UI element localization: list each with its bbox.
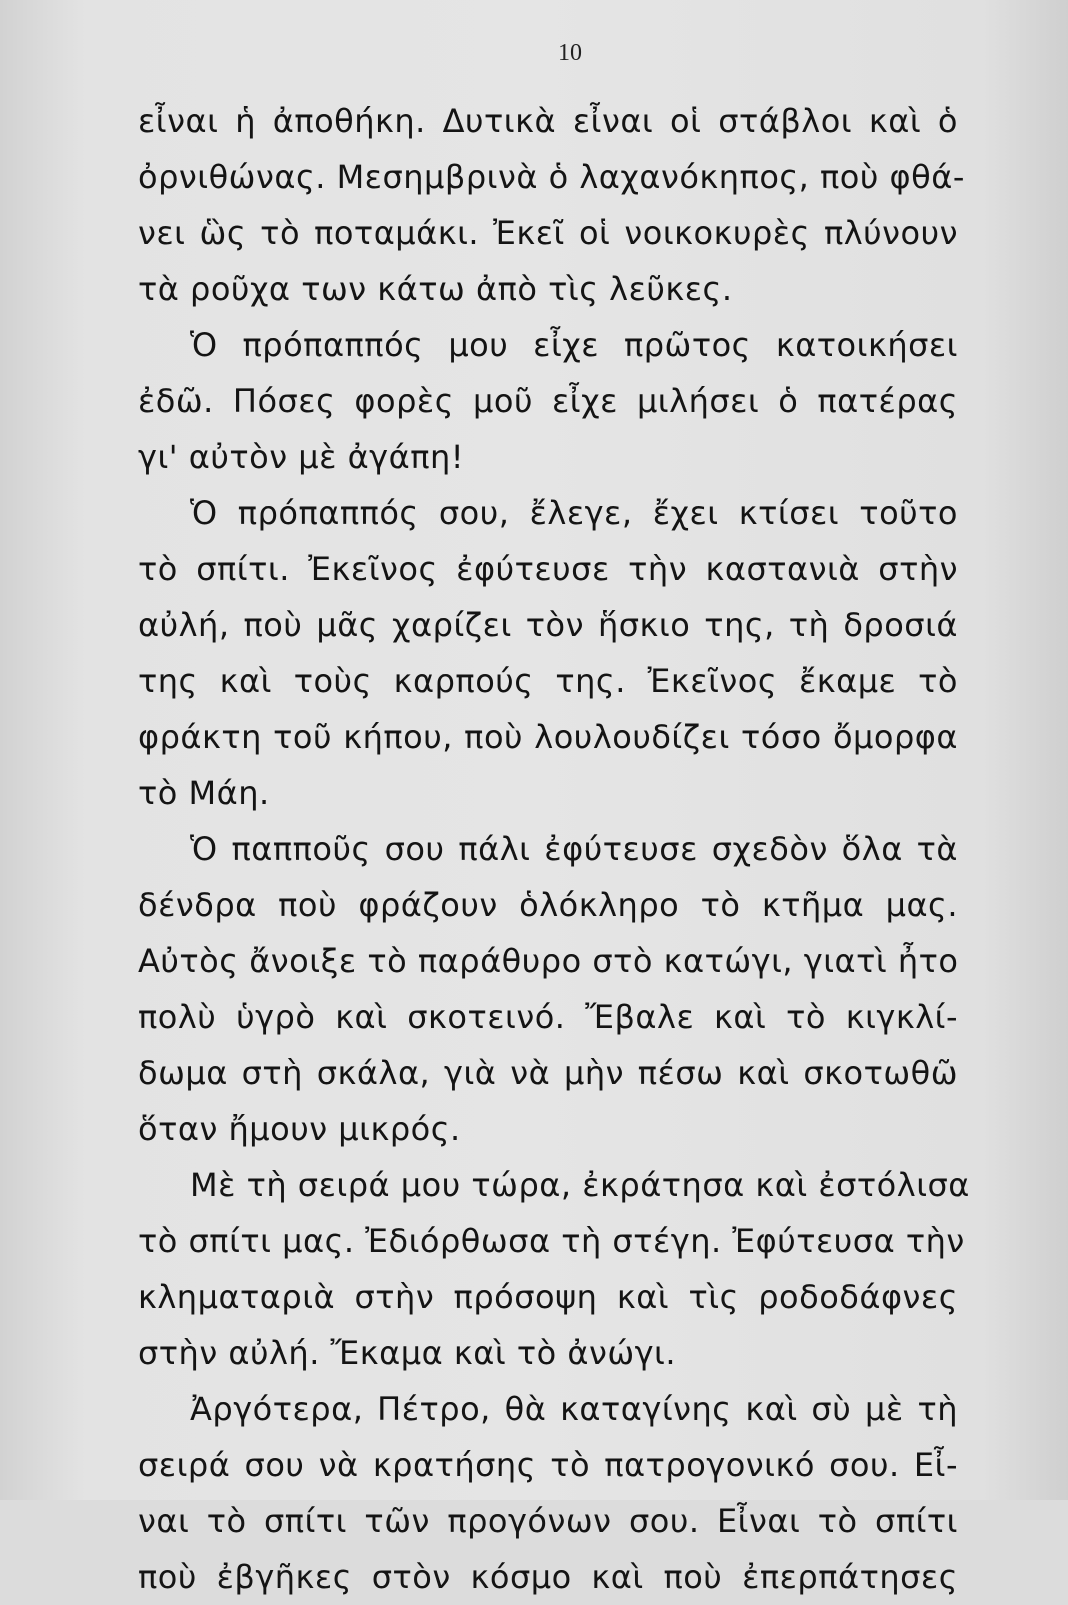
text-line: κληματαριὰ στὴν πρόσοψη καὶ τὶς ροδοδάφνες [138,1278,958,1316]
text-line: Μὲ τὴ σειρά μου τώρα, ἐκράτησα καὶ ἐστόλισα [190,1166,970,1204]
text-line: τὸ Μάη. [138,774,270,812]
text-line: Ἀργότερα, Πέτρο, θὰ καταγίνης καὶ σὺ μὲ τὴ [190,1390,958,1428]
text-line: δένδρα ποὺ φράζουν ὁλόκληρο τὸ κτῆμα μας. [138,886,958,924]
text-line: ἐδῶ. Πόσες φορὲς μοῦ εἶχε μιλήσει ὁ πατέρας [138,382,958,420]
page-number: 10 [558,40,582,66]
text-line: τὸ σπίτι. Ἐκεῖνος ἐφύτευσε τὴν καστανιὰ στὴν [138,550,958,588]
text-line: Ὁ παπποῦς σου πάλι ἐφύτευσε σχεδὸν ὅλα τὰ [190,830,958,868]
text-line: ὀρνιθώνας. Μεσημβρινὰ ὁ λαχανόκηπος, ποὺ φθά- [138,158,965,196]
text-line: γι' αὐτὸν μὲ ἀγάπη! [138,438,465,476]
text-line: στὴν αὐλή. Ἔκαμα καὶ τὸ ἀνώγι. [138,1334,677,1372]
text-line: τὸ σπίτι μας. Ἐδιόρθωσα τὴ στέγη. Ἐφύτευσα τὴν [138,1222,965,1260]
text-line: ναι τὸ σπίτι τῶν προγόνων σου. Εἶναι τὸ σπίτι [138,1502,958,1540]
text-line: της καὶ τοὺς καρπούς της. Ἐκεῖνος ἔκαμε τὸ [138,662,958,700]
text-line: πολὺ ὑγρὸ καὶ σκοτεινό. Ἔβαλε καὶ τὸ κιγκλί- [138,998,958,1036]
text-line: ὅταν ἤμουν μικρός. [138,1110,461,1148]
text-line: Ὁ πρόπαππός σου, ἔλεγε, ἔχει κτίσει τοῦτο [190,494,958,532]
text-line: τὰ ροῦχα των κάτω ἀπὸ τὶς λεῦκες. [138,270,733,308]
text-line: αὐλή, ποὺ μᾶς χαρίζει τὸν ἥσκιο της, τὴ δροσιά [138,606,958,644]
text-line: φράκτη τοῦ κήπου, ποὺ λουλουδίζει τόσο ὄμορφα [138,718,958,756]
text-line: εἶναι ἡ ἀποθήκη. Δυτικὰ εἶναι οἱ στάβλοι καὶ ὁ [138,102,958,140]
text-line: Αὐτὸς ἄνοιξε τὸ παράθυρο στὸ κατώγι, γιατὶ ἦτο [138,942,959,980]
text-line: νει ὣς τὸ ποταμάκι. Ἐκεῖ οἱ νοικοκυρὲς πλύνουν [138,214,958,252]
text-line: δωμα στὴ σκάλα, γιὰ νὰ μὴν πέσω καὶ σκοτωθῶ [138,1054,958,1092]
text-line: ποὺ ἐβγῆκες στὸν κόσμο καὶ ποὺ ἐπερπάτησες [138,1558,958,1596]
body-text [138,93,970,1605]
text-line: Ὁ πρόπαππός μου εἶχε πρῶτος κατοικήσει [190,326,958,364]
text-line: σειρά σου νὰ κρατήσης τὸ πατρογονικό σου. Εἶ- [138,1446,958,1484]
